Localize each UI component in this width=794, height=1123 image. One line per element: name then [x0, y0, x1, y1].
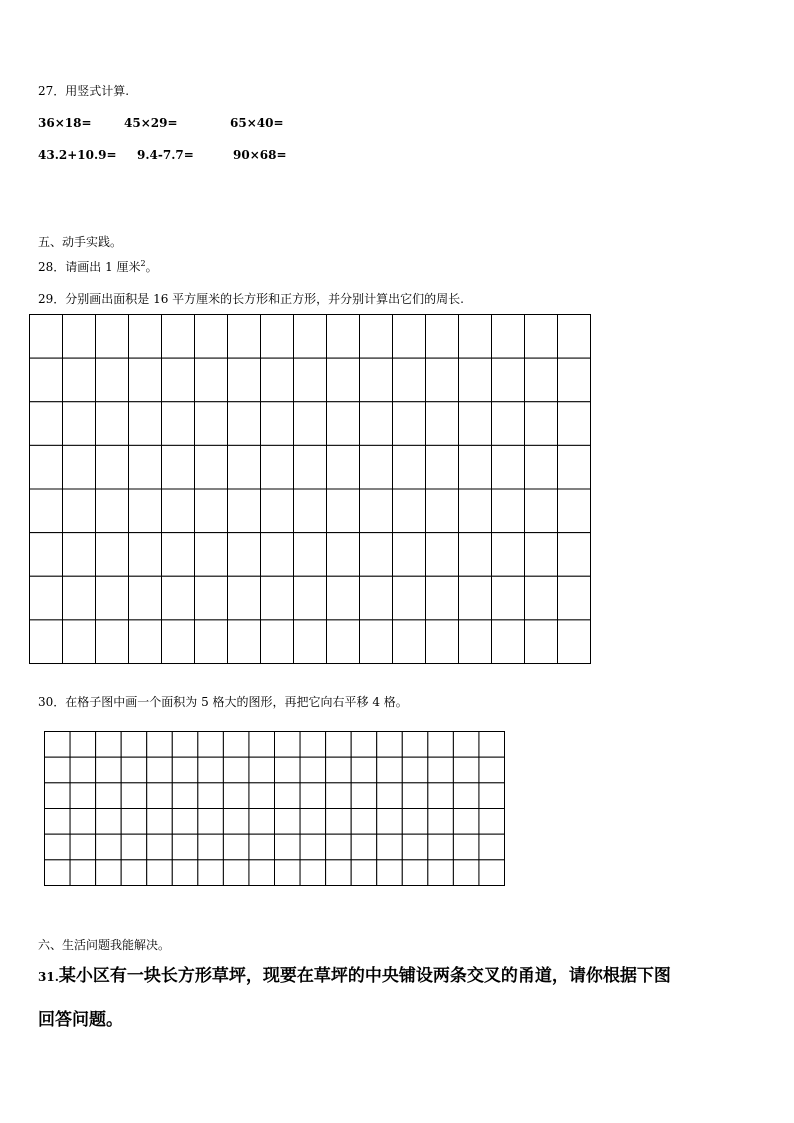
q30-text: 30．在格子图中画一个面积为 5 格大的图形，再把它向右平移 4 格。	[38, 695, 408, 709]
grid-2-cell[interactable]	[121, 783, 147, 809]
grid-2-cell[interactable]	[249, 860, 275, 886]
grid-2-cell[interactable]	[275, 783, 301, 809]
grid-1-cell[interactable]	[96, 402, 129, 446]
grid-2-cell[interactable]	[402, 834, 428, 860]
grid-1-cell[interactable]	[459, 445, 492, 489]
grid-2-cell[interactable]	[377, 860, 403, 886]
grid-1-cell[interactable]	[525, 315, 558, 359]
grid-1-cell[interactable]	[162, 533, 195, 577]
grid-1-cell[interactable]	[327, 402, 360, 446]
grid-1-cell[interactable]	[426, 576, 459, 620]
grid-1-cell[interactable]	[63, 533, 96, 577]
grid-2-cell[interactable]	[479, 783, 505, 809]
grid-1-cell[interactable]	[228, 315, 261, 359]
grid-2-cell[interactable]	[453, 809, 479, 835]
q28-text	[38, 259, 158, 275]
grid-2-cell[interactable]	[275, 732, 301, 758]
grid-2-cell[interactable]	[249, 783, 275, 809]
grid-2-cell[interactable]	[172, 757, 198, 783]
grid-1-cell[interactable]	[426, 445, 459, 489]
grid-2-cell[interactable]	[96, 809, 122, 835]
grid-1-cell[interactable]	[228, 358, 261, 402]
grid-1-cell[interactable]	[459, 620, 492, 664]
grid-1-cell[interactable]	[195, 445, 228, 489]
grid-1-cell[interactable]	[426, 358, 459, 402]
grid-2-cell[interactable]	[223, 783, 249, 809]
grid-1-cell[interactable]	[426, 533, 459, 577]
grid-1-cell[interactable]	[63, 445, 96, 489]
grid-1-cell[interactable]	[96, 358, 129, 402]
grid-2-cell[interactable]	[377, 834, 403, 860]
grid-2-cell[interactable]	[300, 757, 326, 783]
grid-2-cell[interactable]	[326, 757, 352, 783]
grid-1-cell[interactable]	[294, 358, 327, 402]
grid-1-cell[interactable]	[525, 576, 558, 620]
grid-1-cell[interactable]	[558, 315, 591, 359]
grid-1-cell[interactable]	[360, 445, 393, 489]
grid-2-cell[interactable]	[377, 732, 403, 758]
section-5-heading: 五、动手实践。	[38, 235, 123, 249]
grid-1-cell[interactable]	[162, 445, 195, 489]
grid-2-cell[interactable]	[172, 732, 198, 758]
grid-1-cell[interactable]	[327, 489, 360, 533]
grid-1-cell[interactable]	[129, 402, 162, 446]
grid-2-cell[interactable]	[249, 834, 275, 860]
grid-1-cell[interactable]	[261, 533, 294, 577]
grid-1-cell[interactable]	[30, 402, 63, 446]
grid-2-cell[interactable]	[326, 732, 352, 758]
q27-expr-3: 65×40=	[230, 116, 284, 130]
q28-superscript: 2	[140, 259, 146, 268]
grid-1-cell[interactable]	[525, 445, 558, 489]
grid-2-cell[interactable]	[453, 834, 479, 860]
grid-2-cell[interactable]	[300, 783, 326, 809]
grid-2-cell[interactable]	[70, 834, 96, 860]
grid-1-cell[interactable]	[162, 402, 195, 446]
grid-1-cell[interactable]	[492, 576, 525, 620]
grid-2-cell[interactable]	[351, 732, 377, 758]
grid-1-cell[interactable]	[228, 489, 261, 533]
grid-2-cell[interactable]	[377, 783, 403, 809]
grid-2-cell[interactable]	[45, 732, 71, 758]
grid-2-cell[interactable]	[96, 834, 122, 860]
grid-1-cell[interactable]	[195, 576, 228, 620]
grid-2-cell[interactable]	[223, 860, 249, 886]
grid-1-cell[interactable]	[129, 533, 162, 577]
grid-1-cell[interactable]	[360, 489, 393, 533]
grid-2-cell[interactable]	[351, 809, 377, 835]
grid-1-cell[interactable]	[30, 445, 63, 489]
grid-1-cell[interactable]	[525, 358, 558, 402]
grid-1-cell[interactable]	[558, 489, 591, 533]
grid-2-cell[interactable]	[96, 860, 122, 886]
grid-1-cell[interactable]	[459, 315, 492, 359]
grid-1-cell[interactable]	[393, 620, 426, 664]
grid-2-cell[interactable]	[45, 809, 71, 835]
grid-1-cell[interactable]	[459, 533, 492, 577]
grid-2-cell[interactable]	[172, 809, 198, 835]
grid-2-cell[interactable]	[453, 732, 479, 758]
grid-2-cell[interactable]	[326, 860, 352, 886]
grid-2-cell[interactable]	[275, 834, 301, 860]
grid-1-cell[interactable]	[96, 576, 129, 620]
grid-1-cell[interactable]	[327, 620, 360, 664]
grid-2-cell[interactable]	[275, 809, 301, 835]
grid-1-cell[interactable]	[294, 576, 327, 620]
grid-1-cell[interactable]	[327, 533, 360, 577]
grid-2-cell[interactable]	[428, 757, 454, 783]
grid-2-cell[interactable]	[198, 834, 224, 860]
grid-1-cell[interactable]	[492, 533, 525, 577]
grid-1-cell[interactable]	[129, 358, 162, 402]
grid-1-cell[interactable]	[162, 358, 195, 402]
grid-1-cell[interactable]	[195, 358, 228, 402]
q27-expr-2: 45×29=	[124, 116, 178, 130]
grid-1-cell[interactable]	[195, 489, 228, 533]
grid-2-cell[interactable]	[428, 732, 454, 758]
grid-1-cell[interactable]	[327, 315, 360, 359]
grid-1-cell[interactable]	[426, 620, 459, 664]
grid-2-cell[interactable]	[223, 834, 249, 860]
grid-1-cell[interactable]	[525, 620, 558, 664]
grid-2-cell[interactable]	[121, 809, 147, 835]
grid-2-cell[interactable]	[402, 732, 428, 758]
grid-2-cell[interactable]	[402, 757, 428, 783]
grid-1-cell[interactable]	[30, 489, 63, 533]
grid-1-cell[interactable]	[393, 533, 426, 577]
grid-2-cell[interactable]	[70, 783, 96, 809]
grid-1-cell[interactable]	[294, 402, 327, 446]
grid-1-cell[interactable]	[30, 533, 63, 577]
grid-2-cell[interactable]	[223, 732, 249, 758]
grid-1-cell[interactable]	[360, 533, 393, 577]
grid-2-cell[interactable]	[223, 757, 249, 783]
grid-1-cell[interactable]	[261, 576, 294, 620]
grid-1-cell[interactable]	[294, 620, 327, 664]
grid-1-cell[interactable]	[261, 620, 294, 664]
grid-1-cell[interactable]	[129, 620, 162, 664]
grid-1-cell[interactable]	[294, 533, 327, 577]
q27-expr-4: 43.2+10.9=	[38, 148, 117, 162]
grid-2-cell[interactable]	[70, 860, 96, 886]
q31-text-1: 某小区有一块长方形草坪，现要在草坪的中央铺设两条交叉的甬道，请你根据下图	[58, 966, 671, 986]
grid-2-cell[interactable]	[377, 809, 403, 835]
grid-2-cell[interactable]	[147, 757, 173, 783]
grid-2-cell[interactable]	[351, 860, 377, 886]
grid-1-cell[interactable]	[228, 620, 261, 664]
grid-1-cell[interactable]	[558, 358, 591, 402]
grid-1-cell[interactable]	[96, 315, 129, 359]
grid-1-cell[interactable]	[228, 402, 261, 446]
grid-2-cell[interactable]	[326, 783, 352, 809]
grid-2-cell[interactable]	[377, 757, 403, 783]
grid-1-cell[interactable]	[459, 358, 492, 402]
grid-1-cell[interactable]	[393, 576, 426, 620]
grid-1-cell[interactable]	[129, 315, 162, 359]
grid-2-cell[interactable]	[96, 757, 122, 783]
grid-2-cell[interactable]	[172, 783, 198, 809]
grid-1-cell[interactable]	[63, 489, 96, 533]
grid-2-cell[interactable]	[147, 732, 173, 758]
grid-1-cell[interactable]	[195, 402, 228, 446]
grid-2[interactable]	[44, 731, 506, 887]
grid-2-cell[interactable]	[275, 757, 301, 783]
grid-1-cell[interactable]	[360, 576, 393, 620]
grid-1-cell[interactable]	[129, 445, 162, 489]
grid-2-cell[interactable]	[70, 732, 96, 758]
grid-1-cell[interactable]	[30, 576, 63, 620]
q28-tail: 。	[145, 260, 158, 274]
grid-1-cell[interactable]	[360, 402, 393, 446]
grid-1-cell[interactable]	[360, 620, 393, 664]
grid-2-cell[interactable]	[147, 860, 173, 886]
grid-1-cell[interactable]	[294, 489, 327, 533]
grid-1-cell[interactable]	[162, 489, 195, 533]
grid-1-cell[interactable]	[96, 620, 129, 664]
grid-1-cell[interactable]	[459, 402, 492, 446]
grid-2-cell[interactable]	[402, 783, 428, 809]
grid-1-cell[interactable]	[327, 445, 360, 489]
grid-1-cell[interactable]	[261, 402, 294, 446]
grid-1-cell[interactable]	[261, 315, 294, 359]
grid-2-cell[interactable]	[198, 732, 224, 758]
grid-2-cell[interactable]	[45, 860, 71, 886]
grid-1-cell[interactable]	[261, 489, 294, 533]
grid-1[interactable]	[29, 314, 592, 665]
grid-1-cell[interactable]	[558, 576, 591, 620]
grid-1-cell[interactable]	[360, 315, 393, 359]
grid-2-cell[interactable]	[351, 834, 377, 860]
grid-2-cell[interactable]	[249, 732, 275, 758]
grid-1-cell[interactable]	[492, 489, 525, 533]
grid-2-cell[interactable]	[198, 860, 224, 886]
grid-1-cell[interactable]	[558, 620, 591, 664]
grid-1-cell[interactable]	[261, 445, 294, 489]
grid-1-cell[interactable]	[129, 576, 162, 620]
grid-1-cell[interactable]	[492, 620, 525, 664]
grid-2-cell[interactable]	[223, 809, 249, 835]
q27-expr-5: 9.4-7.7=	[137, 148, 194, 162]
grid-2-cell[interactable]	[121, 732, 147, 758]
grid-1-cell[interactable]	[294, 445, 327, 489]
grid-1-cell[interactable]	[261, 358, 294, 402]
grid-1-cell[interactable]	[525, 402, 558, 446]
grid-1-cell[interactable]	[393, 315, 426, 359]
grid-1-cell[interactable]	[162, 576, 195, 620]
grid-1-cell[interactable]	[492, 402, 525, 446]
grid-1-cell[interactable]	[195, 620, 228, 664]
grid-1-cell[interactable]	[195, 315, 228, 359]
grid-1-cell[interactable]	[30, 358, 63, 402]
grid-1-cell[interactable]	[162, 620, 195, 664]
grid-2-cell[interactable]	[45, 757, 71, 783]
grid-1-cell[interactable]	[558, 533, 591, 577]
grid-1-cell[interactable]	[558, 402, 591, 446]
grid-2-cell[interactable]	[121, 834, 147, 860]
grid-1-cell[interactable]	[129, 489, 162, 533]
grid-1-cell[interactable]	[525, 489, 558, 533]
grid-2-cell[interactable]	[479, 732, 505, 758]
grid-1-cell[interactable]	[195, 533, 228, 577]
q27-expr-1: 36×18=	[38, 116, 92, 130]
grid-2-cell[interactable]	[198, 757, 224, 783]
grid-2-cell[interactable]	[198, 783, 224, 809]
grid-2-cell[interactable]	[479, 809, 505, 835]
grid-2-cell[interactable]	[351, 783, 377, 809]
q29-text: 29．分别画出面积是 16 平方厘米的长方形和正方形，并分别计算出它们的周长.	[38, 292, 464, 306]
grid-1-cell[interactable]	[30, 315, 63, 359]
grid-1-cell[interactable]	[525, 533, 558, 577]
grid-1-cell[interactable]	[228, 576, 261, 620]
grid-1-cell[interactable]	[162, 315, 195, 359]
grid-2-cell[interactable]	[275, 860, 301, 886]
grid-2-cell[interactable]	[172, 860, 198, 886]
grid-2-cell[interactable]	[479, 860, 505, 886]
grid-1-cell[interactable]	[492, 315, 525, 359]
grid-2-cell[interactable]	[96, 783, 122, 809]
grid-2-cell[interactable]	[402, 809, 428, 835]
grid-1-cell[interactable]	[327, 576, 360, 620]
grid-1-cell[interactable]	[294, 315, 327, 359]
grid-1-cell[interactable]	[63, 576, 96, 620]
grid-2-cell[interactable]	[45, 834, 71, 860]
grid-2-cell[interactable]	[453, 757, 479, 783]
grid-2-cell[interactable]	[300, 809, 326, 835]
grid-1-cell[interactable]	[96, 533, 129, 577]
grid-1-cell[interactable]	[360, 358, 393, 402]
grid-2-cell[interactable]	[147, 809, 173, 835]
grid-2-cell[interactable]	[326, 834, 352, 860]
grid-1-cell[interactable]	[63, 358, 96, 402]
grid-2-cell[interactable]	[300, 834, 326, 860]
grid-1-cell[interactable]	[327, 358, 360, 402]
grid-1-cell[interactable]	[459, 576, 492, 620]
grid-1-cell[interactable]	[228, 533, 261, 577]
grid-1-cell[interactable]	[426, 315, 459, 359]
grid-1-cell[interactable]	[63, 620, 96, 664]
grid-1-cell[interactable]	[393, 445, 426, 489]
grid-2-cell[interactable]	[428, 809, 454, 835]
grid-2-cell[interactable]	[402, 860, 428, 886]
grid-1-cell[interactable]	[393, 489, 426, 533]
grid-1-cell[interactable]	[96, 489, 129, 533]
grid-2-cell[interactable]	[121, 757, 147, 783]
grid-1-cell[interactable]	[426, 402, 459, 446]
grid-1-cell[interactable]	[558, 445, 591, 489]
grid-2-cell[interactable]	[249, 809, 275, 835]
grid-2-cell[interactable]	[428, 860, 454, 886]
grid-1-cell[interactable]	[426, 489, 459, 533]
grid-1-cell[interactable]	[63, 402, 96, 446]
q28-main: 28．请画出 1 厘米	[38, 260, 141, 274]
grid-2-cell[interactable]	[300, 860, 326, 886]
grid-2-cell[interactable]	[479, 834, 505, 860]
q27-expr-6: 90×68=	[233, 148, 287, 162]
grid-1-cell[interactable]	[393, 402, 426, 446]
grid-1-cell[interactable]	[228, 445, 261, 489]
q31-line-2: 回答问题。	[38, 1010, 123, 1030]
grid-1-cell[interactable]	[63, 315, 96, 359]
grid-2-cell[interactable]	[300, 732, 326, 758]
q31-line-1	[38, 965, 671, 988]
grid-2-cell[interactable]	[479, 757, 505, 783]
grid-2-cell[interactable]	[198, 809, 224, 835]
grid-1-cell[interactable]	[492, 445, 525, 489]
grid-2-cell[interactable]	[428, 834, 454, 860]
grid-2-cell[interactable]	[45, 783, 71, 809]
grid-2-cell[interactable]	[453, 860, 479, 886]
section-6-heading: 六、生活问题我能解决。	[38, 938, 171, 952]
grid-2-cell[interactable]	[121, 860, 147, 886]
grid-1-cell[interactable]	[393, 358, 426, 402]
grid-2-cell[interactable]	[249, 757, 275, 783]
grid-2-cell[interactable]	[96, 732, 122, 758]
grid-1-cell[interactable]	[492, 358, 525, 402]
grid-2-cell[interactable]	[351, 757, 377, 783]
grid-2-cell[interactable]	[453, 783, 479, 809]
grid-1-cell[interactable]	[96, 445, 129, 489]
grid-2-cell[interactable]	[326, 809, 352, 835]
grid-2-cell[interactable]	[70, 757, 96, 783]
grid-2-cell[interactable]	[147, 783, 173, 809]
grid-2-cell[interactable]	[428, 783, 454, 809]
grid-2-cell[interactable]	[147, 834, 173, 860]
grid-1-cell[interactable]	[459, 489, 492, 533]
grid-2-cell[interactable]	[70, 809, 96, 835]
grid-1-cell[interactable]	[30, 620, 63, 664]
grid-2-cell[interactable]	[172, 834, 198, 860]
q31-number: 31.	[38, 970, 59, 984]
q27-title: 27．用竖式计算.	[38, 84, 130, 98]
